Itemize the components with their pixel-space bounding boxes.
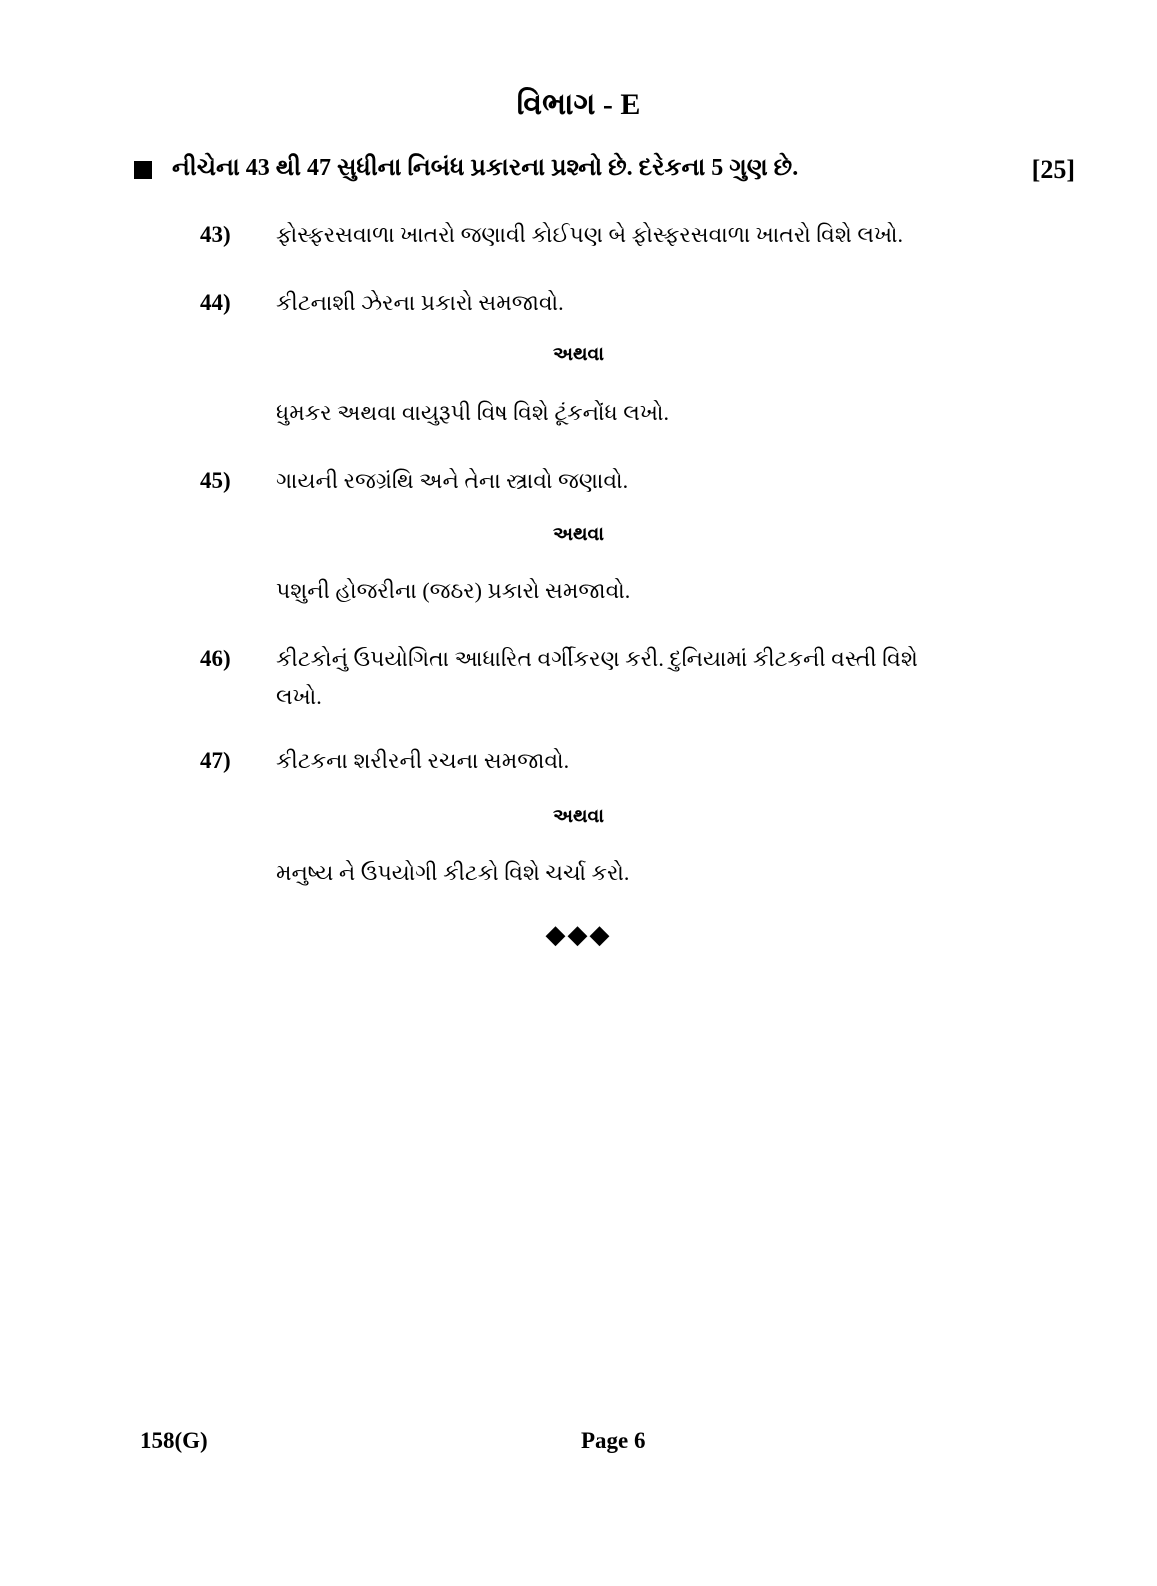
instruction-text: નીચેના 43 થી 47 સુધીના નિબંધ પ્રકારના પ્રશ્નો છે. દરેકના 5 ગુણ છે. (172, 155, 799, 181)
question-number: 43) (200, 222, 231, 247)
question-text: ગાયની રજગ્રંથિ અને તેના સ્ત્રાવો જણાવો. (276, 468, 629, 493)
question-text: કીટકના શરીરની રચના સમજાવો. (276, 748, 570, 773)
question-text: ફોસ્ફરસવાળા ખાતરો જણાવી કોઈપણ બે ફોસ્ફરસવાળા ખાતરો વિશે લખો. (276, 222, 904, 247)
section-title: વિભાગ - E (516, 88, 641, 121)
section-marks: [25] (1031, 155, 1075, 184)
question-text: કીટનાશી ઝેરના પ્રકારો સમજાવો. (276, 290, 564, 315)
question-number: 47) (200, 748, 231, 773)
end-diamonds-icon: ◆◆◆ (545, 920, 612, 949)
or-label: અથવા (552, 344, 605, 365)
question-number: 44) (200, 290, 231, 315)
question-number: 46) (200, 646, 231, 671)
alternative-question-text: ધુમકર અથવા વાયુરૂપી વિષ વિશે ટૂંકનોંધ લખો. (276, 400, 669, 425)
alternative-question-text: પશુની હોજરીના (જઠર) પ્રકારો સમજાવો. (276, 578, 631, 603)
paper-code: 158(G) (140, 1428, 208, 1453)
instruction-row (130, 155, 1075, 191)
square-bullet-icon (134, 161, 152, 179)
or-label: અથવા (552, 524, 605, 545)
alternative-question-text: મનુષ્ય ને ઉપયોગી કીટકો વિશે ચર્ચા કરો. (276, 860, 630, 885)
page-number: Page 6 (581, 1428, 646, 1453)
question-text: કીટકોનું ઉપયોગિતા આધારિત વર્ગીકરણ કરી. દુનિયામાં કીટકની વસ્તી વિશે લખો. (276, 646, 918, 709)
question-number: 45) (200, 468, 231, 493)
or-label: અથવા (552, 806, 605, 827)
